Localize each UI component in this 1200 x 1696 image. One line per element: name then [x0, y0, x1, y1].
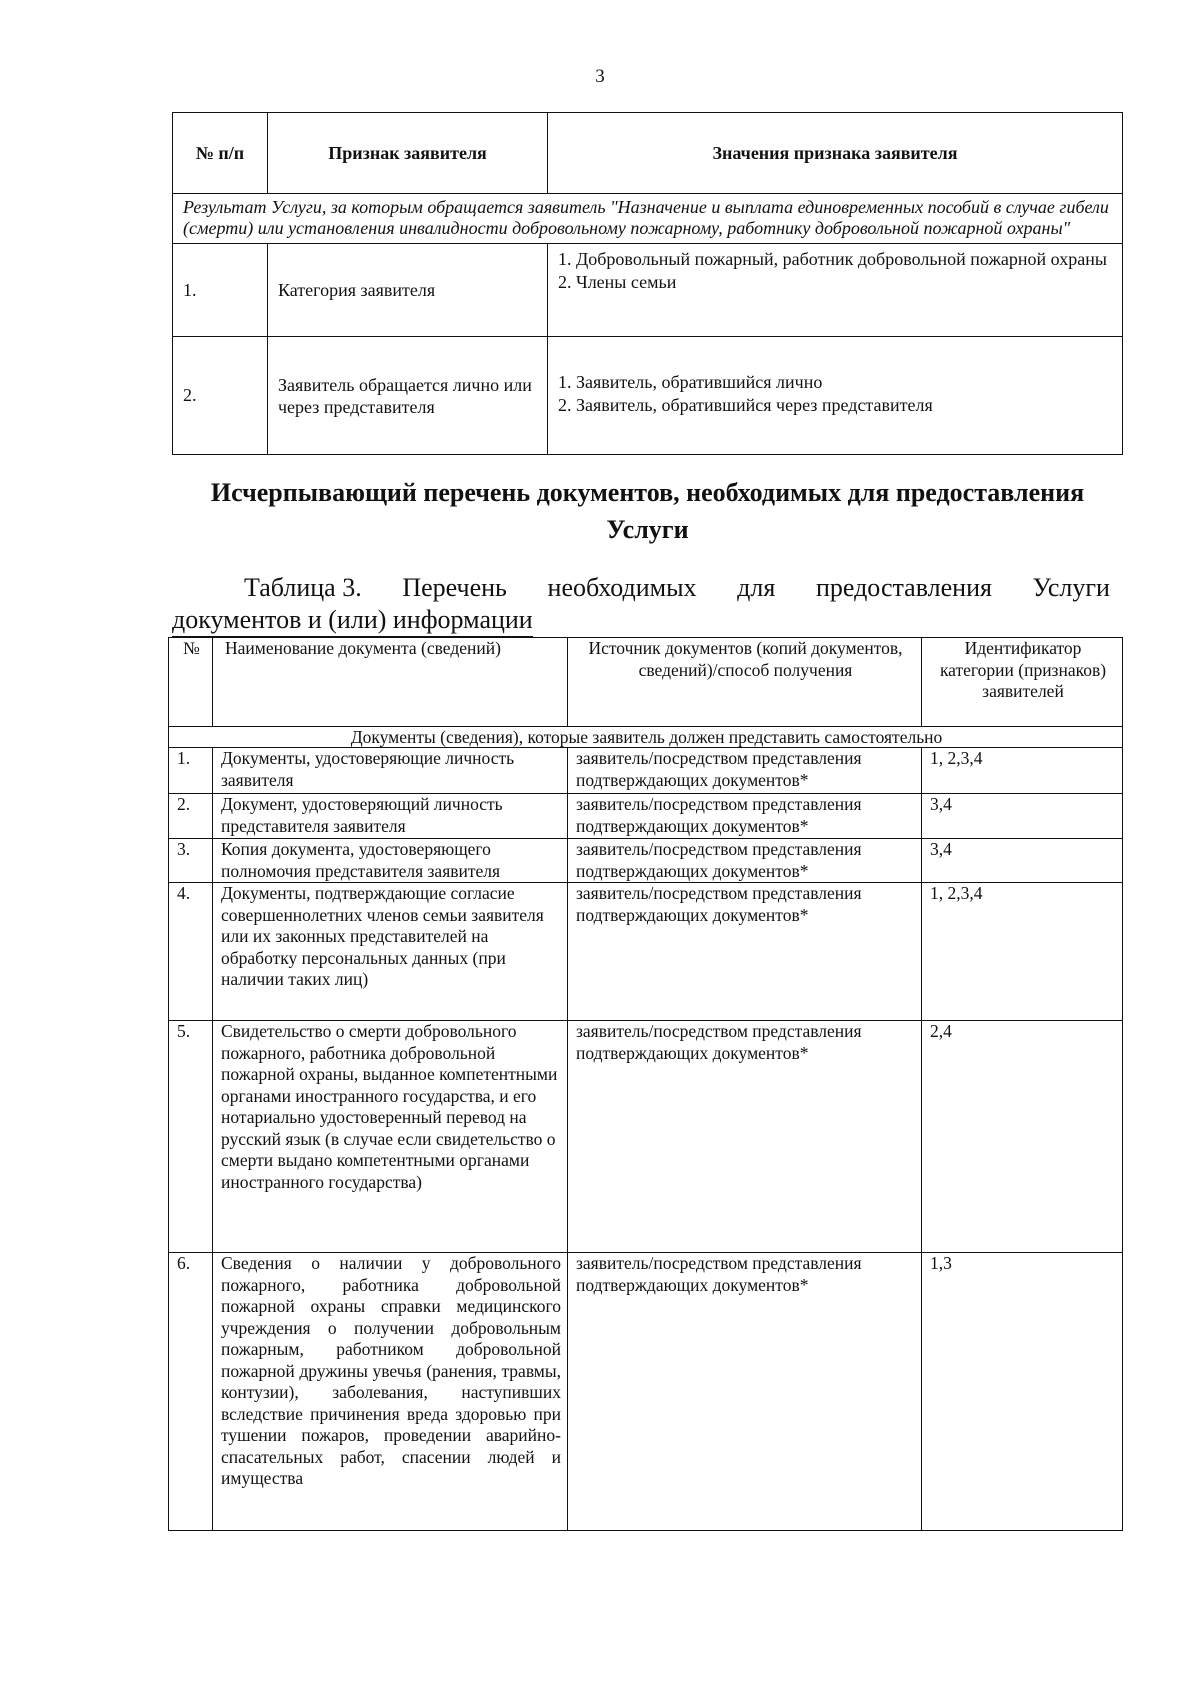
header-identifier: Идентификатор категории (признаков) заявителей: [922, 638, 1123, 727]
row-source: заявитель/посредством представления подтверждающих документов*: [568, 794, 922, 839]
header-num: №: [169, 638, 213, 727]
service-result-text: Результат Услуги, за которым обращается заявитель "Назначение и выплата единовременных пособий в случае гибели (смерти) или установления инвалидности добровольному пожарному, работнику добровольной пожарной охраны": [173, 194, 1123, 244]
row-values: [548, 244, 1123, 337]
caption-word: Услуги: [1032, 573, 1110, 602]
row-identifier: 1,3: [922, 1253, 1123, 1531]
row-source: заявитель/посредством представления подтверждающих документов*: [568, 1253, 922, 1531]
row-document-name: Документ, удостоверяющий личность представителя заявителя: [213, 794, 568, 839]
row-source: заявитель/посредством представления подтверждающих документов*: [568, 883, 922, 1021]
row-num: 3.: [169, 839, 213, 883]
table-row: [169, 839, 1123, 883]
row-num: 4.: [169, 883, 213, 1021]
header-values: Значения признака заявителя: [548, 113, 1123, 194]
table-row: [173, 337, 1123, 455]
table-header-row: [173, 113, 1123, 194]
table-row: [169, 883, 1123, 1021]
value-line: 2. Заявитель, обратившийся через представителя: [558, 395, 933, 415]
documents-table: [168, 637, 1123, 1531]
section-row: [169, 727, 1123, 748]
row-num: 6.: [169, 1253, 213, 1531]
caption-word: Таблица 3.: [244, 573, 362, 602]
header-source: Источник документов (копий документов, сведений)/способ получения: [568, 638, 922, 727]
row-identifier: 3,4: [922, 839, 1123, 883]
caption-line-2: документов и (или) информации: [172, 604, 533, 637]
caption-word: для: [737, 573, 776, 602]
row-identifier: 2,4: [922, 1021, 1123, 1253]
row-document-name: Копия документа, удостоверяющего полномочия представителя заявителя: [213, 839, 568, 883]
table-row: [169, 748, 1123, 794]
value-line: 1. Заявитель, обратившийся лично: [558, 372, 823, 392]
row-identifier: 1, 2,3,4: [922, 883, 1123, 1021]
row-source: заявитель/посредством представления подтверждающих документов*: [568, 839, 922, 883]
page-number: 3: [595, 66, 605, 87]
section-heading: Исчерпывающий перечень документов, необходимых для предоставления Услуги: [210, 478, 1085, 544]
caption-line-1: [172, 572, 1110, 604]
applicant-attributes-table: [172, 112, 1123, 455]
row-num: 1.: [169, 748, 213, 794]
row-source: заявитель/посредством представления подтверждающих документов*: [568, 1021, 922, 1253]
row-attribute: Заявитель обращается лично или через представителя: [268, 337, 548, 455]
section-title: Документы (сведения), которые заявитель должен представить самостоятельно: [169, 727, 1123, 748]
value-line: 1. Добровольный пожарный, работник добровольной пожарной охраны: [558, 249, 1107, 269]
row-num: 5.: [169, 1021, 213, 1253]
table-row: [169, 1021, 1123, 1253]
row-source: заявитель/посредством представления подтверждающих документов*: [568, 748, 922, 794]
value-line: 2. Члены семьи: [558, 272, 677, 292]
caption-word: предоставления: [815, 573, 992, 602]
row-num: 1.: [173, 244, 268, 337]
table-header-row: [169, 638, 1123, 727]
row-identifier: 3,4: [922, 794, 1123, 839]
row-values: [548, 337, 1123, 455]
table-row: [169, 1253, 1123, 1531]
row-document-name: Сведения о наличии у добровольного пожарного, работника добровольной пожарной охраны справки медицинского учреждения о получении добровольным пожарным, работником добровольной пожарной дружины увечья (ранения, травмы, контузии), заболевания, наступивших вследствие причинения вреда здоровью при тушении пожаров, проведении аварийно-спасательных работ, спасении людей и имущества: [213, 1253, 568, 1531]
row-attribute: Категория заявителя: [268, 244, 548, 337]
row-identifier: 1, 2,3,4: [922, 748, 1123, 794]
row-document-name: Свидетельство о смерти добровольного пожарного, работника добровольной пожарной охраны, выданное компетентными органами иностранного государства, и его нотариально удостоверенный перевод на русский язык (в случае если свидетельство о смерти выдано компетентными органами иностранного государства): [213, 1021, 568, 1253]
row-document-name: Документы, подтверждающие согласие совершеннолетних членов семьи заявителя или их законных представителей на обработку персональных данных (при наличии таких лиц): [213, 883, 568, 1021]
row-num: 2.: [173, 337, 268, 455]
header-document-name: Наименование документа (сведений): [213, 638, 568, 727]
caption-word: необходимых: [547, 573, 697, 602]
caption-word: Перечень: [402, 573, 507, 602]
result-row: [173, 194, 1123, 244]
table-row: [169, 794, 1123, 839]
header-num: № п/п: [173, 113, 268, 194]
table-row: [173, 244, 1123, 337]
row-num: 2.: [169, 794, 213, 839]
row-document-name: Документы, удостоверяющие личность заявителя: [213, 748, 568, 794]
table-caption: [172, 572, 1110, 637]
header-attribute: Признак заявителя: [268, 113, 548, 194]
